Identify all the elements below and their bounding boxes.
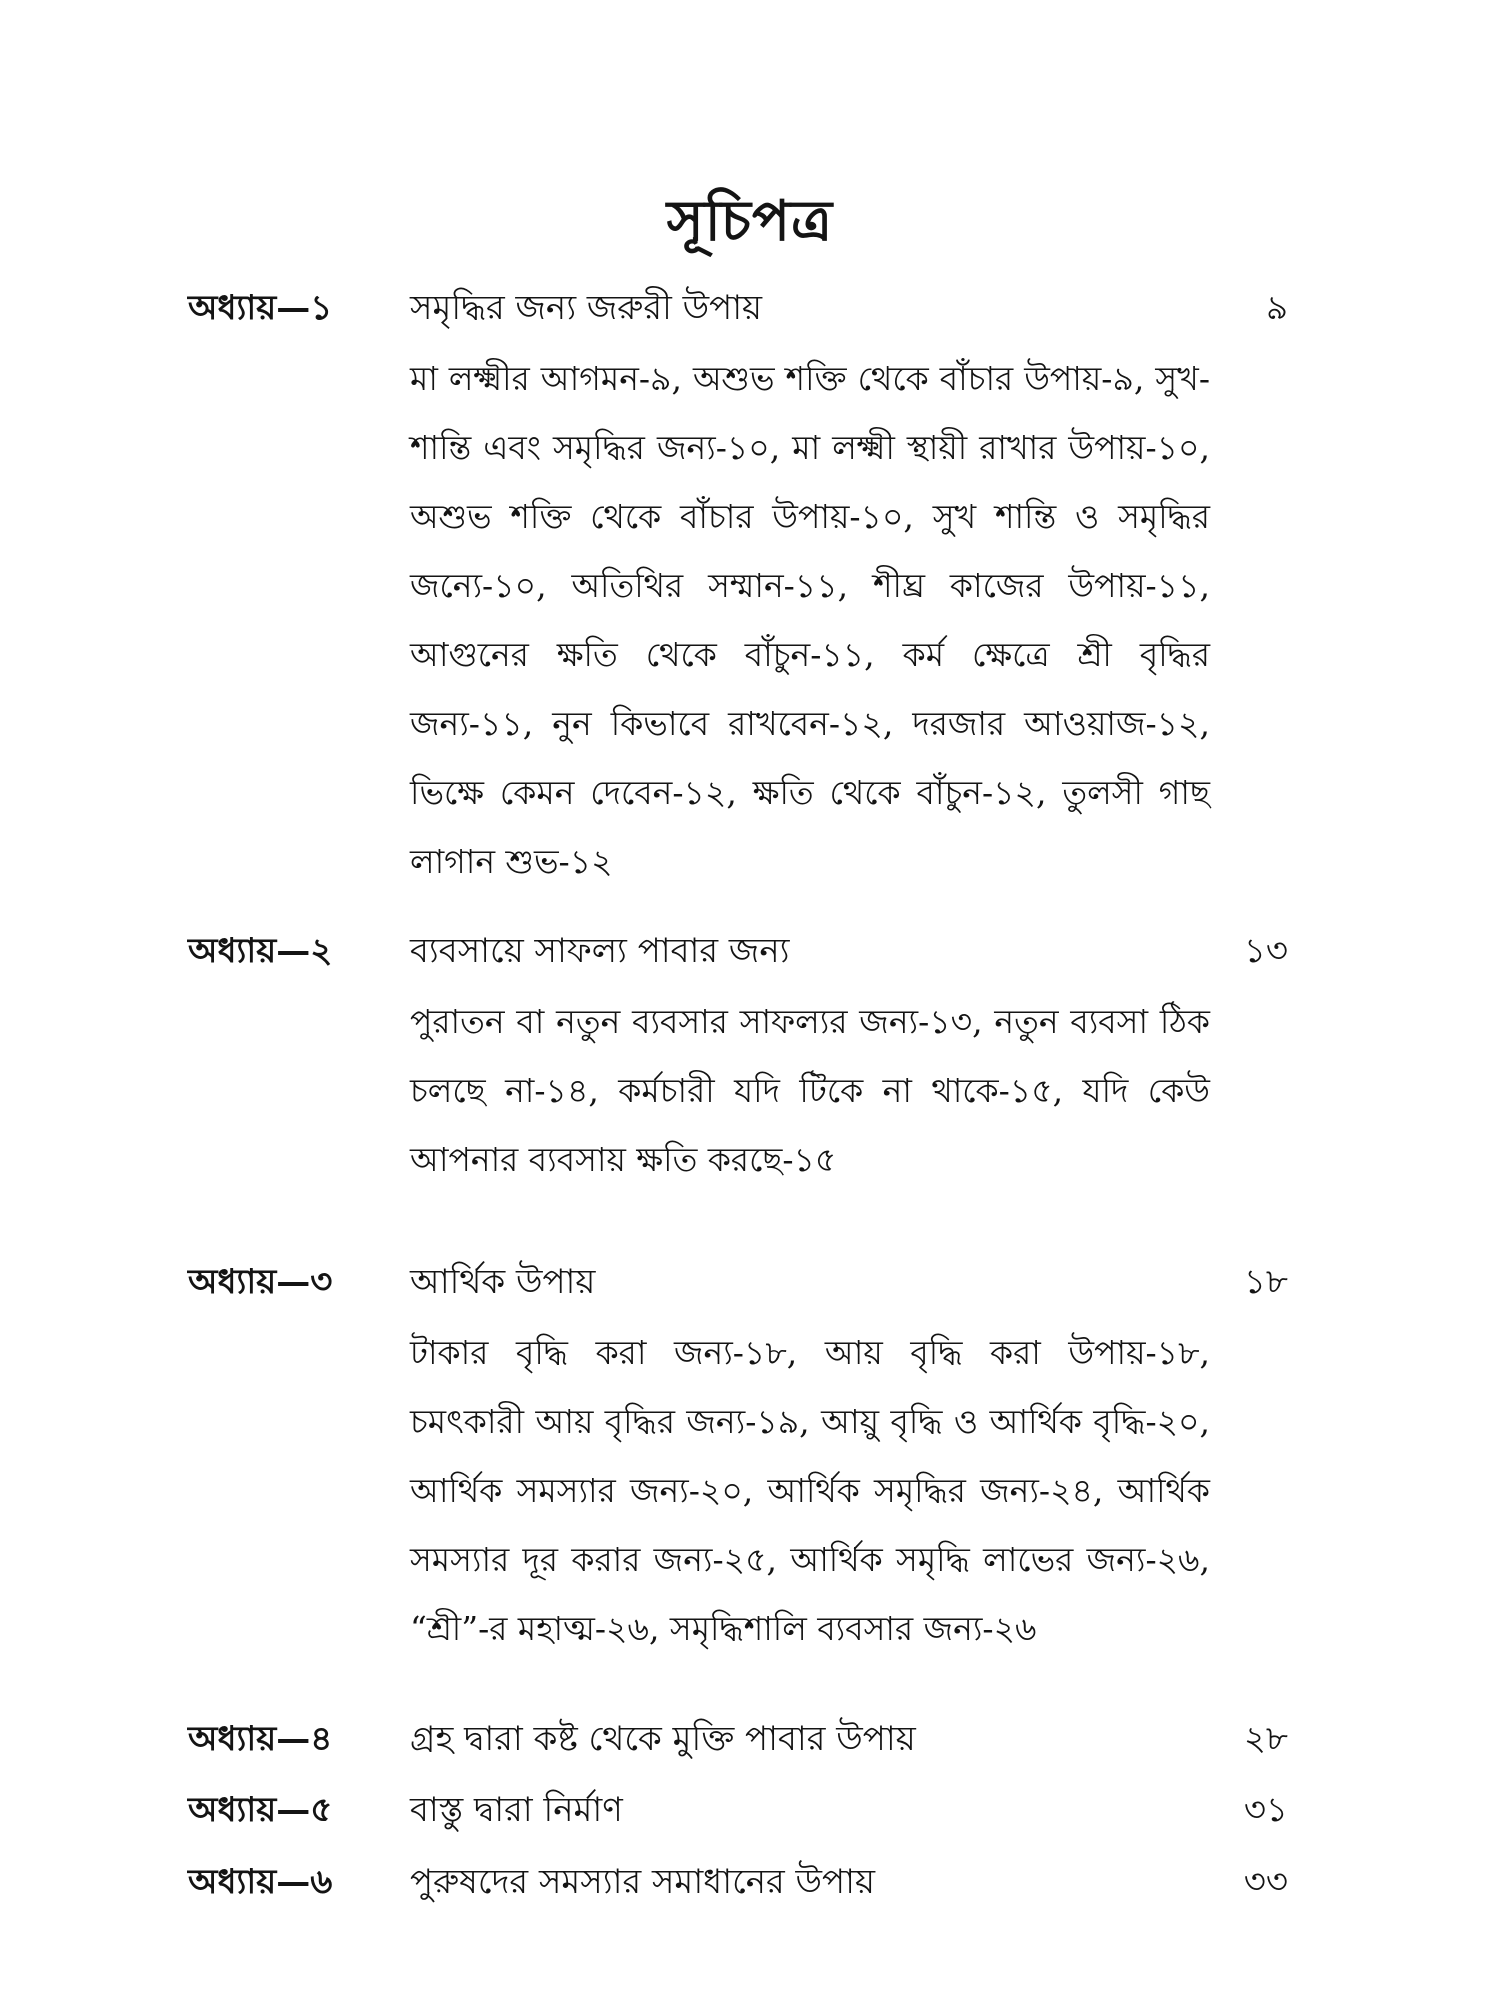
chapter-title: সমৃদ্ধির জন্য জরুরী উপায় [410,288,763,328]
chapter-title: পুরুষদের সমস্যার সমাধানের উপায় [410,1862,876,1902]
chapter-page-number: ১৩ [1243,931,1288,971]
chapter-page-number: ২৮ [1243,1719,1288,1759]
chapter-topics: পুরাতন বা নতুন ব্যবসার সাফল্যর জন্য-১৩, নতুন ব্যবসা ঠিক চলছে না-১৪, কর্মচারী যদি টিকে না থাকে-১৫, যদি কেউ আপনার ব্যবসায় ক্ষতি করছে-১৫ [410,1002,1210,1179]
chapter-page-number: ৯ [1265,288,1288,328]
chapter-label: অধ্যায়—৪ [188,1719,333,1759]
chapter-label: অধ্যায়—৩ [188,1262,333,1302]
chapter-label: অধ্যায়—৫ [188,1790,333,1830]
chapter-label: অধ্যায়—১ [188,288,333,328]
chapter-title: বাস্তু দ্বারা নির্মাণ [410,1790,623,1830]
chapter-topics: মা লক্ষ্মীর আগমন-৯, অশুভ শক্তি থেকে বাঁচার উপায়-৯, সুখ-শান্তি এবং সমৃদ্ধির জন্য-১০, মা লক্ষ্মী স্থায়ী রাখার উপায়-১০, অশুভ শক্তি থেকে বাঁচার উপায়-১০, সুখ শান্তি ও সমৃদ্ধির জন্যে-১০, অতিথির সম্মান-১১, শীঘ্র কাজের উপায়-১১, আগুনের ক্ষতি থেকে বাঁচুন-১১, কর্ম ক্ষেত্রে শ্রী বৃদ্ধির জন্য-১১, নুন কিভাবে রাখবেন-১২, দরজার আওয়াজ-১২, ভিক্ষে কেমন দেবেন-১২, ক্ষতি থেকে বাঁচুন-১২, তুলসী গাছ লাগান শুভ-১২ [410,359,1210,881]
chapter-page-number: ৩১ [1243,1790,1288,1830]
chapter-label: অধ্যায়—৬ [188,1862,333,1902]
page-title: সূচিপত্র [666,188,834,254]
chapter-topics: টাকার বৃদ্ধি করা জন্য-১৮, আয় বৃদ্ধি করা উপায়-১৮, চমৎকারী আয় বৃদ্ধির জন্য-১৯, আয়ু বৃদ্ধি ও আর্থিক বৃদ্ধি-২০, আর্থিক সমস্যার জন্য-২০, আর্থিক সমৃদ্ধির জন্য-২৪, আর্থিক সমস্যার দূর করার জন্য-২৫, আর্থিক সমৃদ্ধি লাভের জন্য-২৬, “শ্রী”-র মহাত্ম-২৬, সমৃদ্ধিশালি ব্যবসার জন্য-২৬ [410,1333,1210,1648]
chapter-page-number: ৩৩ [1243,1862,1288,1902]
chapter-label: অধ্যায়—২ [188,931,333,971]
chapter-title: গ্রহ দ্বারা কষ্ট থেকে মুক্তি পাবার উপায় [410,1719,916,1759]
chapter-title: ব্যবসায়ে সাফল্য পাবার জন্য [410,931,790,971]
chapter-page-number: ১৮ [1243,1262,1288,1302]
chapter-title: আর্থিক উপায় [410,1262,596,1302]
